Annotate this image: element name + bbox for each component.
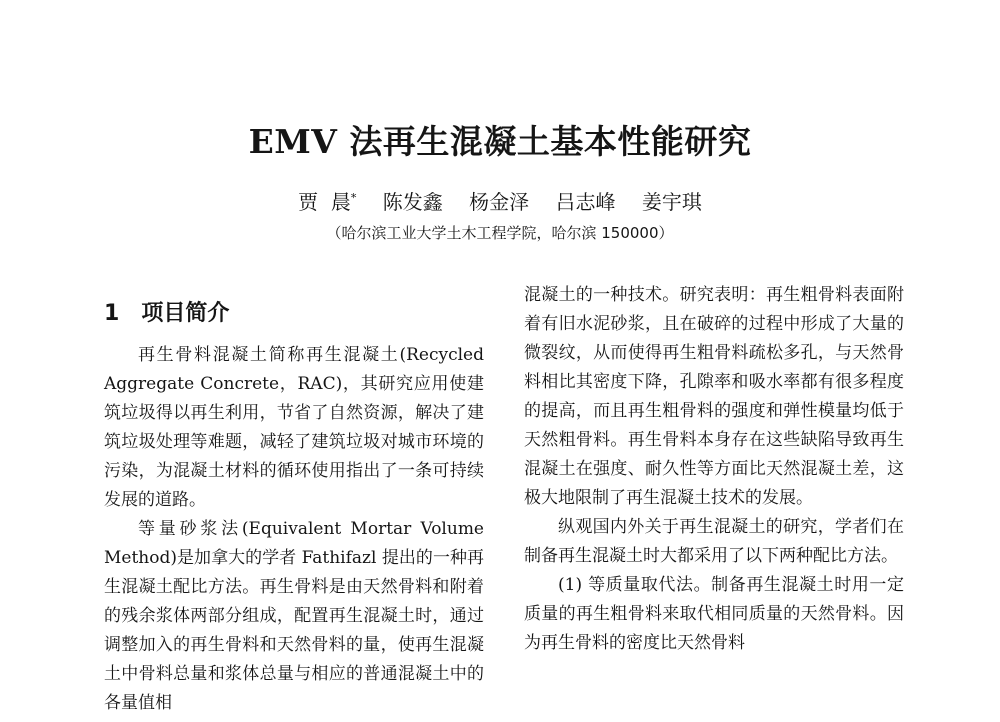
author-name: 贾 晨 bbox=[298, 190, 351, 214]
author: 杨金泽 bbox=[469, 190, 530, 214]
paragraph: 等量砂浆法(Equivalent Mortar Volume Method)是加拿大的学者 Fathifazl 提出的一种再生混凝土配比方法。再生骨料是由天然骨料和附着的残余浆体两部分组成，配置再生混凝土时，通过调整加入的再生骨料和天然骨料的量，使再生混凝土中骨料总量和浆体总量与相应的普通混凝土中的各量值相 bbox=[104, 519, 484, 713]
right-column bbox=[524, 281, 904, 658]
author: 姜宇琪 bbox=[641, 190, 702, 214]
author bbox=[298, 186, 356, 215]
corresponding-author-mark: * bbox=[350, 191, 357, 205]
section-title: 项目简介 bbox=[141, 301, 230, 326]
author: 陈发鑫 bbox=[382, 190, 443, 214]
left-column bbox=[104, 341, 484, 718]
section-heading bbox=[104, 296, 229, 327]
section-number: 1 bbox=[104, 301, 120, 326]
paragraph: (1) 等质量取代法。制备再生混凝土时用一定质量的再生粗骨料来取代相同质量的天然骨料。因为再生骨料的密度比天然骨料 bbox=[524, 575, 904, 653]
affiliation: （哈尔滨工业大学土木工程学院，哈尔滨 150000） bbox=[326, 224, 674, 242]
author-list bbox=[0, 186, 1000, 215]
paragraph: 混凝土的一种技术。研究表明：再生粗骨料表面附着有旧水泥砂浆，且在破碎的过程中形成了大量的微裂纹，从而使得再生粗骨料疏松多孔，与天然骨料相比其密度下降，孔隙率和吸水率都有很多程度的提高，而且再生粗骨料的强度和弹性模量均低于天然粗骨料。再生骨料本身存在这些缺陷导致再生混凝土在强度、耐久性等方面比天然混凝土差，这极大地限制了再生混凝土技术的发展。 bbox=[524, 285, 904, 508]
paragraph: 纵观国内外关于再生混凝土的研究，学者们在制备再生混凝土时大都采用了以下两种配比方法。 bbox=[524, 517, 904, 566]
paragraph: 再生骨料混凝土简称再生混凝土(Recycled Aggregate Concrete，RAC)，其研究应用使建筑垃圾得以再生利用，节省了自然资源，解决了建筑垃圾处理等难题，减轻了建筑垃圾对城市环境的污染，为混凝土材料的循环使用指出了一条可持续发展的道路。 bbox=[104, 345, 484, 510]
author: 吕志峰 bbox=[555, 190, 616, 214]
paper-title: EMV 法再生混凝土基本性能研究 bbox=[248, 122, 752, 161]
